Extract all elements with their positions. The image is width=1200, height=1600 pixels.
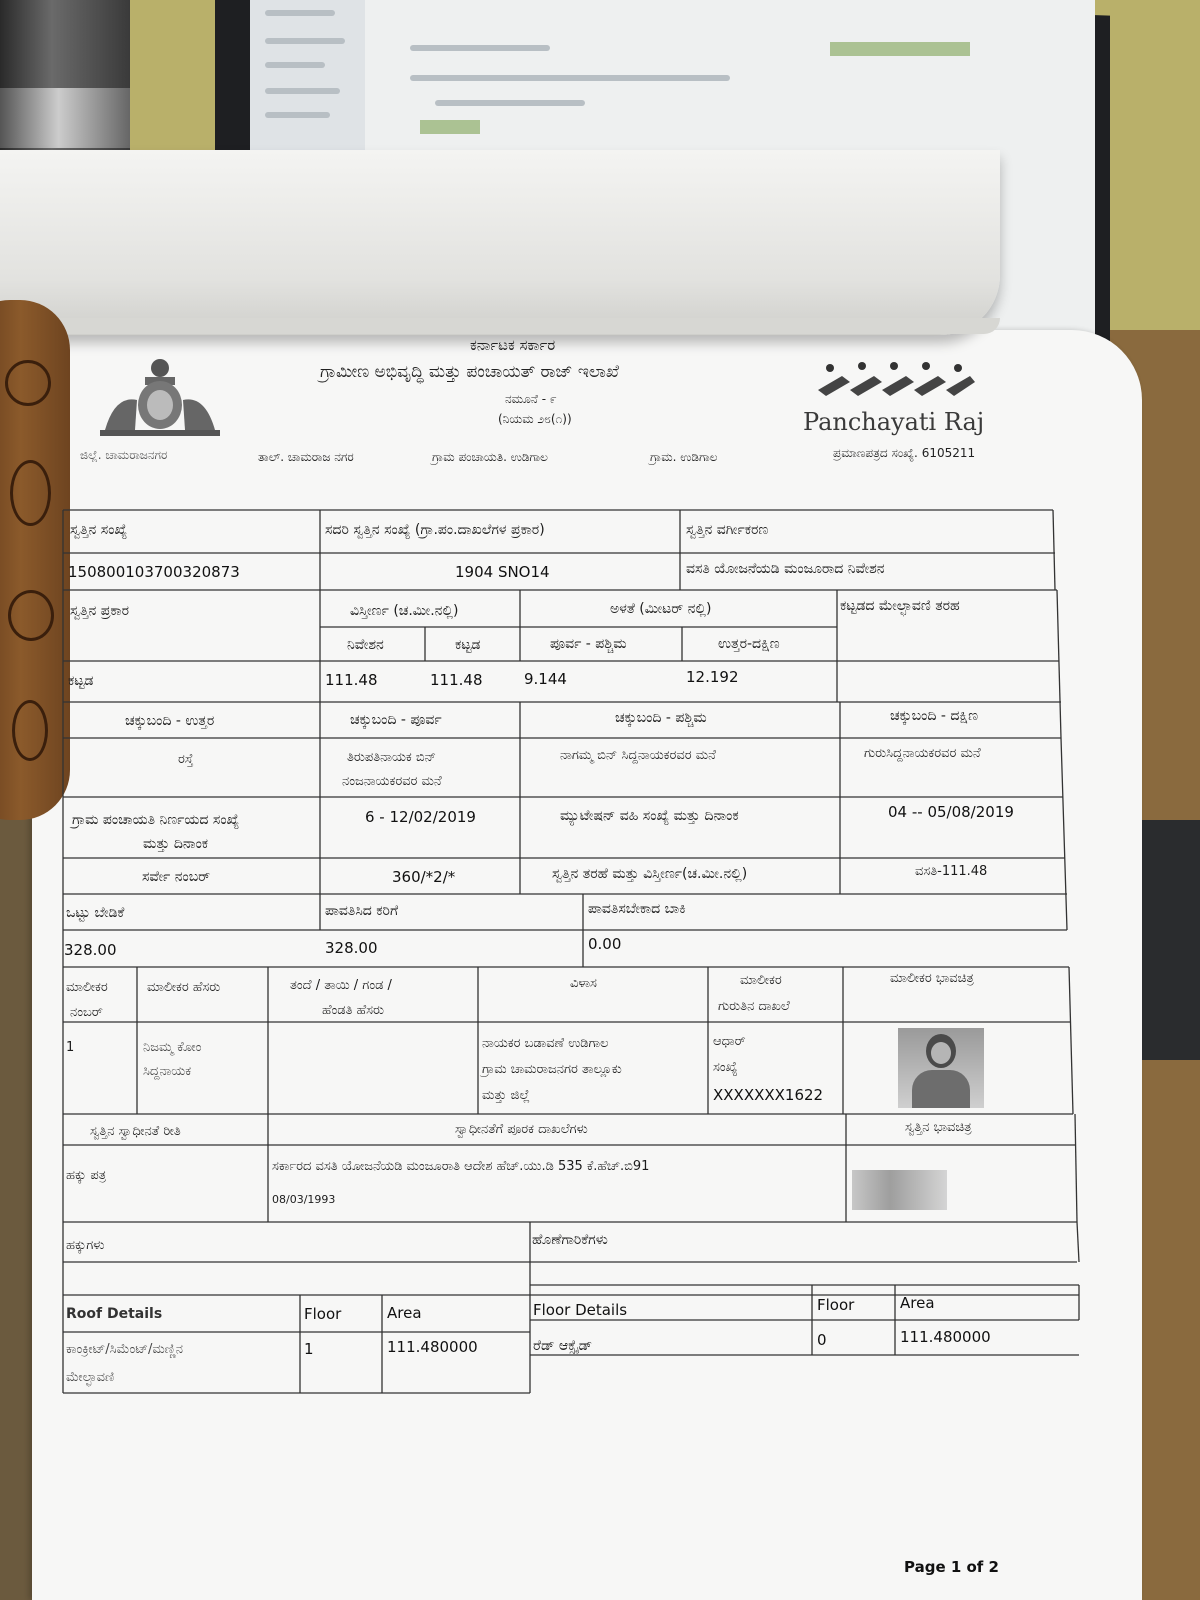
karnataka-emblem <box>85 350 235 445</box>
document-page <box>32 330 1142 1600</box>
dimensions-header: ಅಳತೆ (ಮೀಟರ್ ನಲ್ಲಿ) <box>610 601 712 617</box>
taluk-label: ತಾಲ್. ಚಾಮರಾಜ ನಗರ <box>258 450 354 464</box>
screen-line <box>435 100 585 106</box>
east-west-value: 9.144 <box>524 670 567 688</box>
building-header: ಕಟ್ಟಡ <box>455 637 481 653</box>
floor-details-header: Floor Details <box>533 1301 628 1319</box>
resolution-header-line1: ಗ್ರಾಮ ಪಂಚಾಯತಿ ನಿರ್ಣಯದ ಸಂಖ್ಯೆ <box>72 812 240 828</box>
classification-header: ಸ್ವತ್ತಿನ ವರ್ಗೀಕರಣ <box>686 522 769 538</box>
photo-face <box>931 1042 951 1064</box>
page-number: Page 1 of 2 <box>904 1558 999 1576</box>
government-title: ಕರ್ನಾಟಕ ಸರ್ಕಾರ <box>470 336 556 354</box>
floor-area-header: Area <box>900 1294 935 1312</box>
owner-number-header-line2: ನಂಬರ್ <box>70 1005 103 1020</box>
screen-line <box>265 10 335 16</box>
property-number-header: ಸ್ವತ್ತಿನ ಸಂಖ್ಯೆ <box>70 522 128 538</box>
site-header: ನಿವೇಶನ <box>347 637 384 653</box>
id-header-line1: ಮಾಲೀಕರ <box>740 973 782 988</box>
logo-text: Panchayati Raj <box>803 408 985 436</box>
floor-number-value: 0 <box>817 1331 827 1349</box>
mutation-value: 04 -- 05/08/2019 <box>888 803 1014 821</box>
property-number-value: 150800103700320873 <box>68 563 240 581</box>
bottle-band <box>0 88 130 148</box>
aadhaar-number: XXXXXXX1622 <box>713 1086 824 1104</box>
resolution-header-line2: ಮತ್ತು ದಿನಾಂಕ <box>143 836 209 852</box>
roof-type-line1: ಕಾಂಕ್ರೀಟ್/ಸಿಮೆಂಟ್/ಮಣ್ಣಿನ <box>66 1342 183 1357</box>
property-photo <box>852 1170 947 1210</box>
district-label: ಜಿಲ್ಲೆ. ಚಾಮರಾಜನಗರ <box>80 448 168 462</box>
id-value-line1: ಆಧಾರ್ <box>713 1034 746 1049</box>
roof-floor-value: 1 <box>304 1340 314 1358</box>
screen-line <box>265 88 340 94</box>
form-number: ನಮೂನೆ - ೯ <box>505 392 557 406</box>
screen-bar <box>830 42 970 56</box>
parent-name-header-line1: ತಂದೆ / ತಾಯಿ / ಗಂಡ / <box>290 978 392 993</box>
address-line2: ಗ್ರಾಮ ಚಾಮರಾಜನಗರ ತಾಲ್ಲೂಕು <box>482 1062 622 1077</box>
type-area-value: ವಸತಿ-111.48 <box>915 864 988 879</box>
boundary-south-value: ಗುರುಸಿದ್ದನಾಯಕರವರ ಮನೆ <box>864 746 981 761</box>
screen-line <box>410 45 550 51</box>
site-area-value: 111.48 <box>325 671 378 689</box>
north-south-value: 12.192 <box>686 668 739 686</box>
screen-line <box>265 38 345 44</box>
survey-number-value: 1904 SNO14 <box>455 563 550 581</box>
property-type-value: ಕಟ್ಟಡ <box>68 673 94 689</box>
boundary-east-value-line1: ತಿರುಪತಿನಾಯಕ ಬಿನ್ <box>347 750 437 765</box>
rights-header: ಹಕ್ಕುಗಳು <box>66 1238 105 1253</box>
department-title: ಗ್ರಾಮೀಣ ಅಭಿವೃದ್ಧಿ ಮತ್ತು ಪಂಚಾಯತ್ ರಾಜ್ ಇಲಾಖೆ <box>320 362 619 382</box>
property-photo-header: ಸ್ವತ್ತಿನ ಭಾವಚಿತ್ರ <box>905 1120 972 1135</box>
curled-page <box>0 150 1000 335</box>
survey-no-value: 360/*2/* <box>392 868 456 886</box>
owner-photo <box>898 1028 984 1108</box>
boundary-west-header: ಚಕ್ಕುಬಂದಿ - ಪಶ್ಚಿಮ <box>615 710 707 726</box>
acquisition-mode-header: ಸ್ವತ್ತಿನ ಸ್ವಾಧೀನತೆ ರೀತಿ <box>90 1124 181 1139</box>
east-west-header: ಪೂರ್ವ - ಪಶ್ಚಿಮ <box>550 636 627 652</box>
balance-header: ಪಾವತಿಸಬೇಕಾದ ಬಾಕಿ <box>588 901 686 917</box>
owner-name-header: ಮಾಲೀಕರ ಹೆಸರು <box>147 980 221 995</box>
acquisition-mode-value: ಹಕ್ಕು ಪತ್ರ <box>66 1168 107 1183</box>
id-value-line2: ಸಂಖ್ಯೆ <box>713 1060 738 1075</box>
boundary-south-header: ಚಕ್ಕುಬಂದಿ - ದಕ್ಷಿಣ <box>890 708 979 724</box>
supporting-docs-header: ಸ್ವಾಧೀನತೆಗೆ ಪೂರಕ ದಾಖಲೆಗಳು <box>455 1122 588 1137</box>
certificate-number: ಪ್ರಮಾಣಪತ್ರದ ಸಂಖ್ಯೆ. 6105211 <box>833 446 976 460</box>
balance-value: 0.00 <box>588 935 622 953</box>
floor-header: Floor <box>817 1296 855 1314</box>
parent-name-header-line2: ಹೆಂಡತಿ ಹೆಸರು <box>322 1003 385 1018</box>
owner-photo-header: ಮಾಲೀಕರ ಭಾವಚಿತ್ರ <box>890 971 974 986</box>
paid-value: 328.00 <box>325 939 378 957</box>
mehndi-pattern <box>12 700 48 761</box>
floor-area-value: 111.480000 <box>900 1328 991 1346</box>
liabilities-header: ಹೊಣೆಗಾರಿಕೆಗಳು <box>532 1232 608 1248</box>
curled-page-edge <box>40 318 1000 334</box>
roof-details-header: Roof Details <box>66 1306 163 1322</box>
photo-body <box>912 1070 970 1108</box>
owner-number-value: 1 <box>66 1040 75 1055</box>
roof-floor-header: Floor <box>304 1305 342 1323</box>
owner-name-line2: ಸಿದ್ದನಾಯಕ <box>143 1064 192 1079</box>
address-header: ವಿಳಾಸ <box>570 976 597 991</box>
screen-line <box>265 112 330 118</box>
property-type-header: ಸ್ವತ್ತಿನ ಪ್ರಕಾರ <box>70 603 130 619</box>
rule-number: (ನಿಯಮ ೨೮(೧)) <box>498 412 572 426</box>
roof-type-header: ಕಟ್ಟಡದ ಮೇಲ್ಛಾವಣಿ ತರಹ <box>840 598 960 614</box>
screen-line <box>410 75 730 81</box>
boundary-north-header: ಚಕ್ಕುಬಂದಿ - ಉತ್ತರ <box>125 713 215 729</box>
mehndi-pattern <box>8 590 54 641</box>
mehndi-pattern <box>5 360 51 406</box>
supporting-doc-value: ಸರ್ಕಾರದ ವಸತಿ ಯೋಜನೆಯಡಿ ಮಂಜೂರಾತಿ ಆದೇಶ ಹೆಚ್.ಯು.ಡಿ 535 ಕೆ.ಹೆಚ್.ಬಿ91 <box>272 1159 650 1174</box>
id-header-line2: ಗುರುತಿನ ದಾಖಲೆ <box>718 999 790 1014</box>
floor-details-value: ರೆಡ್ ಆಕ್ಸೈಡ್ <box>533 1338 593 1354</box>
area-header: ವಿಸ್ತೀರ್ಣ (ಚ.ಮೀ.ನಲ್ಲಿ) <box>350 603 459 619</box>
mutation-header: ಮ್ಯುಟೇಷನ್ ವಹಿ ಸಂಖ್ಯೆ ಮತ್ತು ದಿನಾಂಕ <box>560 808 739 824</box>
owner-number-header-line1: ಮಾಲೀಕರ <box>66 980 108 995</box>
screen-bar <box>420 120 480 134</box>
building-area-value: 111.48 <box>430 671 483 689</box>
north-south-header: ಉತ್ತರ-ದಕ್ಷಿಣ <box>718 636 780 652</box>
roof-area-header: Area <box>387 1304 422 1322</box>
survey-number-header: ಸದರಿ ಸ್ವತ್ತಿನ ಸಂಖ್ಯೆ (ಗ್ರಾ.ಪಂ.ದಾಖಲೆಗಳ ಪ್ರಕಾರ) <box>325 522 545 538</box>
screen-line <box>265 62 325 68</box>
paid-header: ಪಾವತಿಸಿದ ಕರಿಗೆ <box>325 903 399 919</box>
village-label: ಗ್ರಾಮ. ಉಡಿಗಾಲ <box>650 450 718 464</box>
hand <box>0 300 70 820</box>
resolution-value: 6 - 12/02/2019 <box>365 808 476 826</box>
boundary-east-value-line2: ನಂಜನಾಯಕರವರ ಮನೆ <box>342 774 442 789</box>
roof-area-value: 111.480000 <box>387 1338 478 1356</box>
roof-type-line2: ಮೇಲ್ಛಾವಣಿ <box>66 1370 115 1385</box>
boundary-north-value: ರಸ್ತೆ <box>178 752 194 767</box>
mehndi-pattern <box>10 460 51 526</box>
type-area-header: ಸ್ವತ್ತಿನ ತರಹೆ ಮತ್ತು ವಿಸ್ತೀರ್ಣ(ಚ.ಮೀ.ನಲ್ಲಿ) <box>552 866 748 882</box>
address-line3: ಮತ್ತು ಜಿಲ್ಲೆ <box>482 1088 530 1103</box>
survey-no-header: ಸರ್ವೇ ನಂಬರ್ <box>142 869 211 885</box>
classification-value: ವಸತಿ ಯೋಜನೆಯಡಿ ಮಂಜೂರಾದ ನಿವೇಶನ <box>686 561 885 577</box>
total-demand-header: ಒಟ್ಟು ಬೇಡಿಕೆ <box>66 905 125 921</box>
boundary-east-header: ಚಕ್ಕುಬಂದಿ - ಪೂರ್ವ <box>350 712 442 728</box>
owner-name-line1: ನಿಜಮ್ಮ ಕೋಂ <box>143 1040 202 1055</box>
panchayat-label: ಗ್ರಾಮ ಪಂಚಾಯತಿ. ಉಡಿಗಾಲ <box>432 450 548 464</box>
address-line1: ನಾಯಕರ ಬಡಾವಣೆ ಉಡಿಗಾಲ <box>482 1036 609 1051</box>
boundary-west-value: ನಾಗಮ್ಮ ಬಿನ್ ಸಿದ್ದನಾಯಕರವರ ಮನೆ <box>560 748 716 763</box>
supporting-doc-date: 08/03/1993 <box>272 1193 336 1206</box>
total-demand-value: 328.00 <box>64 941 117 959</box>
